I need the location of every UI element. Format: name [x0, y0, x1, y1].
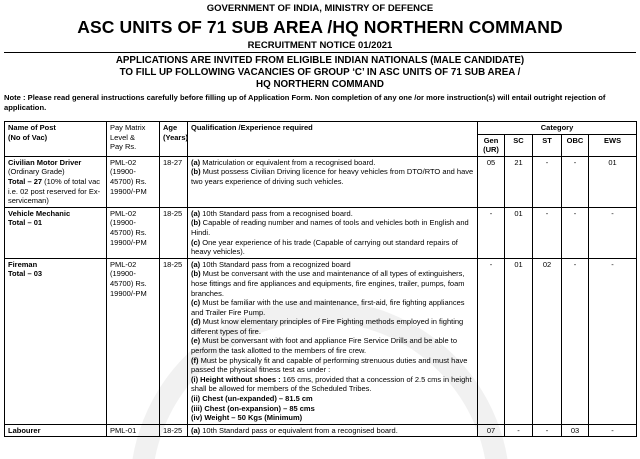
- sc-count: 21: [505, 156, 533, 207]
- pay-cell: PML-01: [107, 424, 160, 437]
- page-title: ASC UNITS OF 71 SUB AREA /HQ NORTHERN COMMAND: [77, 17, 563, 37]
- ews-count: -: [589, 207, 637, 258]
- sc-count: 01: [505, 207, 533, 258]
- col-obc: OBC: [562, 134, 589, 156]
- obc-count: -: [562, 207, 589, 258]
- obc-count: -: [562, 258, 589, 424]
- col-pay: Pay Matrix Level & Pay Rs.: [107, 122, 160, 157]
- table-header-row: [5, 122, 637, 135]
- ews-count: 01: [589, 156, 637, 207]
- obc-count: 03: [562, 424, 589, 437]
- qualification-cell: (a) 10th Standard pass from a recognized board (b) Must be conversant with the use and maintenance of all types of extinguishers, hose fittings and fire appliances and equipments, fire engines, trailer, pumps, foam branches. (c) Must be familiar with the use and maintenance, first-aid, fire fighting appliances and Trailer Fire Pump. (d) Must know elementary principles of Fire Fighting methods employed in fighting different types of fire. (e) Must be conversant with foot and appliance Fire Service Drills and be able to perform the task allotted to the members of fire crew. (f) Must be physically fit and capable of performing strenuous duties and must have passed the physical fitness test as under : (i) Height without shoes : 165 cms, provided that a concession of 2.5 cms in height shall be allowed for members of the Scheduled Tribes. (ii) Chest (un-expanded) – 81.5 cm (iii) Chest (on-expansion) – 85 cms (iv) Weight – 50 Kgs (Minimum): [188, 258, 478, 424]
- sc-count: -: [505, 424, 533, 437]
- age-cell: 18-27: [160, 156, 188, 207]
- instruction-note: Note : Please read general instructions carefully before filling up of Application Form. Non completion of any one /or more instruction(s) will entail outright rejection of application.: [4, 93, 606, 112]
- gen-count: -: [478, 207, 505, 258]
- st-count: -: [533, 156, 562, 207]
- intro-line-2: TO FILL UP FOLLOWING VACANCIES OF GROUP ‘C’ IN ASC UNITS OF 71 SUB AREA /: [119, 67, 521, 78]
- gen-count: 07: [478, 424, 505, 437]
- qualification-cell: (a) Matriculation or equivalent from a recognised board. (b) Must possess Civilian Driving licence for heavy vehicles from DTO/RTO and have two years experience of driving such vehicles.: [188, 156, 478, 207]
- col-age: Age (Years): [160, 122, 188, 157]
- vacancy-table: [4, 121, 637, 437]
- post-cell: Vehicle Mechanic Total – 01: [5, 207, 107, 258]
- table-row: [5, 258, 637, 424]
- col-gen: Gen (UR): [478, 134, 505, 156]
- col-category: Category: [478, 122, 637, 135]
- ministry-line: GOVERNMENT OF INDIA, MINISTRY OF DEFENCE: [206, 3, 434, 14]
- age-cell: 18-25: [160, 424, 188, 437]
- post-cell: Labourer: [5, 424, 107, 437]
- col-sc: SC: [505, 134, 533, 156]
- pay-cell: PML-02 (19900-45700) Rs. 19900/-PM: [107, 156, 160, 207]
- qualification-cell: (a) 10th Standard pass from a recognised board. (b) Capable of reading number and names of tools and vehicles both in English and Hindi. (c) One year experience of his trade (Capable of carrying out standard repairs of heavy vehicles).: [188, 207, 478, 258]
- st-count: -: [533, 207, 562, 258]
- pay-cell: PML-02 (19900-45700) Rs. 19900/-PM: [107, 207, 160, 258]
- col-qualification: Qualification /Experience required: [188, 122, 478, 157]
- qualification-cell: (a) 10th Standard pass or equivalent from a recognised board.: [188, 424, 478, 437]
- intro-line-1: APPLICATIONS ARE INVITED FROM ELIGIBLE INDIAN NATIONALS (MALE CANDIDATE): [115, 55, 525, 66]
- table-row: [5, 424, 637, 437]
- col-st: ST: [533, 134, 562, 156]
- pay-cell: PML-02 (19900-45700) Rs. 19900/-PM: [107, 258, 160, 424]
- st-count: 02: [533, 258, 562, 424]
- gen-count: -: [478, 258, 505, 424]
- age-cell: 18-25: [160, 207, 188, 258]
- ews-count: -: [589, 424, 637, 437]
- post-cell: Fireman Total – 03: [5, 258, 107, 424]
- age-cell: 18-25: [160, 258, 188, 424]
- ews-count: -: [589, 258, 637, 424]
- st-count: -: [533, 424, 562, 437]
- col-post: Name of Post (No of Vac): [5, 122, 107, 157]
- notice-number: RECRUITMENT NOTICE 01/2021: [247, 40, 393, 51]
- gen-count: 05: [478, 156, 505, 207]
- post-cell: Civilian Motor Driver (Ordinary Grade) Total – 27 (10% of total vac i.e. 02 post reserved for Ex-serviceman): [5, 156, 107, 207]
- intro-line-3: HQ NORTHERN COMMAND: [256, 79, 384, 90]
- sc-count: 01: [505, 258, 533, 424]
- table-row: [5, 156, 637, 207]
- intro-block: [0, 53, 640, 91]
- obc-count: -: [562, 156, 589, 207]
- col-ews: EWS: [589, 134, 637, 156]
- table-row: [5, 207, 637, 258]
- document-header: [0, 0, 640, 52]
